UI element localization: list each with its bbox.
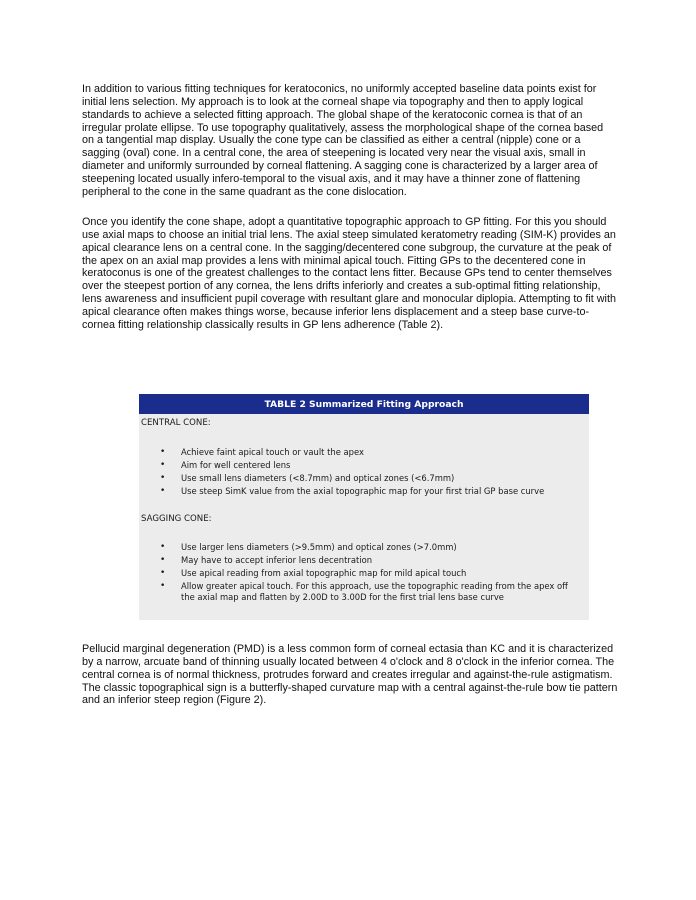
bullet-icon: • (160, 472, 166, 483)
bullet-icon: • (160, 485, 166, 496)
list-item-text: Use steep SimK value from the axial topographic map for your first trial GP base curve (181, 485, 545, 496)
sagging-cone-label: SAGGING CONE: (141, 514, 212, 524)
list-item (139, 568, 589, 579)
list-item (139, 447, 589, 458)
bullet-icon: • (160, 567, 166, 578)
sagging-cone-list (139, 542, 589, 605)
list-item (139, 555, 589, 566)
list-item (139, 473, 589, 484)
bullet-icon: • (160, 447, 166, 457)
list-item-text: May have to accept inferior lens decentration (181, 554, 372, 565)
pmd-paragraph: Pellucid marginal degeneration (PMD) is a less common form of corneal ectasia than KC and it is characterized by a narrow, arcuate band of thinning usually located between 4 o'clock and 8 o'clock in the inferior cornea. The central cornea is of normal thickness, protrudes forward and creates irregular and against-the-rule astigmatism. The classic topographical sign is a butterfly-shaped curvature map with a central against-the-rule bow tie pattern and an inferior steep region (Figure 2). (82, 643, 618, 707)
list-item (139, 581, 589, 602)
central-cone-list (139, 447, 589, 499)
summarized-fitting-table (139, 394, 589, 620)
table-title: TABLE 2 Summarized Fitting Approach (139, 394, 589, 414)
bullet-icon: • (160, 542, 166, 552)
list-item-text: Allow greater apical touch. For this approach, use the topographic reading from the apex off the axial map and flatten by 2.00D to 3.00D for the first trial lens base curve (181, 580, 568, 602)
list-item (139, 542, 589, 553)
central-cone-label: CENTRAL CONE: (141, 418, 211, 428)
list-item (139, 460, 589, 471)
bullet-icon: • (160, 554, 166, 565)
list-item (139, 486, 589, 497)
list-item-text: Use apical reading from axial topographic map for mild apical touch (181, 567, 467, 578)
bullet-icon: • (160, 580, 166, 591)
list-item-text: Achieve faint apical touch or vault the apex (181, 447, 364, 457)
list-item-text: Use larger lens diameters (>9.5mm) and optical zones (>7.0mm) (181, 542, 457, 552)
cone-shape-paragraph: Once you identify the cone shape, adopt a quantitative topographic approach to GP fitting. For this you should use axial maps to choose an initial trial lens. The axial steep simulated keratometry reading (SIM-K) provides an apical clearance lens on a central cone. In the sagging/decentered cone subgroup, the curvature at the peak of the apex on an axial map provides a lens with minimal apical touch. Fitting GPs to the decentered cone in keratoconus is one of the greatest challenges to the contact lens fitter. Because GPs tend to center themselves over the steepest portion of any cornea, the lens drifts inferiorly and creates a sub-optimal fitting relationship, lens awareness and insufficient pupil coverage with resultant glare and monocular diplopia. Attempting to fit with apical clearance often makes things worse, because inferior lens displacement and a steep base curve-to-cornea fitting relationship classically results in GP lens adherence (Table 2). (82, 216, 616, 331)
intro-paragraph: In addition to various fitting techniques for keratoconics, no uniformly accepted baseline data points exist for initial lens selection. My approach is to look at the corneal shape via topography and then to apply logical standards to achieve a selected fitting approach. The global shape of the keratoconic cornea is that of an irregular prolate ellipse. To use topography qualitatively, assess the morphological shape of the cornea based on a tangential map display. Usually the cone type can be classified as either a central (nipple) cone or a sagging (oval) cone. In a central cone, the area of steepening is located very near the visual axis, small in diameter and uniformly surrounded by corneal flattening. A sagging cone is characterized by a larger area of steepening located usually infero-temporal to the visual axis, and it may have a thinner zone of flattening peripheral to the cone in the same quadrant as the cone dislocation. (82, 83, 604, 198)
list-item-text: Aim for well centered lens (181, 459, 291, 470)
bullet-icon: • (160, 459, 166, 470)
list-item-text: Use small lens diameters (<8.7mm) and optical zones (<6.7mm) (181, 472, 455, 483)
